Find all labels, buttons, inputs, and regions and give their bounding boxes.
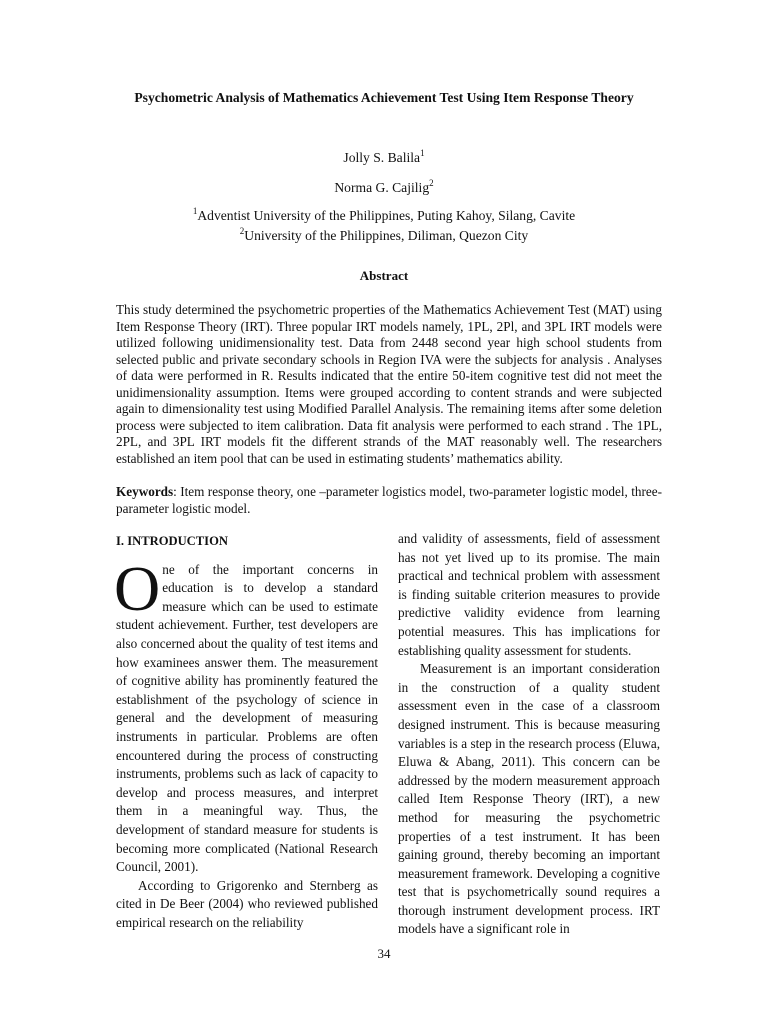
keywords-label: Keywords bbox=[116, 484, 174, 499]
left-column bbox=[116, 532, 378, 932]
affiliation-2-text: University of the Philippines, Diliman, Quezon City bbox=[244, 228, 529, 243]
affiliation-1-text: Adventist University of the Philippines, Puting Kahoy, Silang, Cavite bbox=[197, 208, 576, 223]
right-paragraph-1: and validity of assessments, field of assessment has not yet lived up to its promise. The main practical and technical problem with assessment is finding suitable criterion measures to provide predictive validity evidence from learning potential measures. This has implications for establishing quality assessment for students. bbox=[398, 531, 660, 658]
drop-cap: O bbox=[114, 552, 161, 624]
right-column bbox=[398, 530, 660, 939]
intro-paragraph-2: According to Grigorenko and Sternberg as cited in De Beer (2004) who reviewed published empirical research on the reliability bbox=[116, 877, 378, 930]
author-1-name: Jolly S. Balila bbox=[343, 150, 421, 165]
affiliation-2 bbox=[0, 228, 768, 244]
intro-paragraph-1 bbox=[114, 552, 378, 877]
author-2-name: Norma G. Cajilig bbox=[334, 180, 430, 195]
author-2-sup: 2 bbox=[429, 178, 434, 188]
author-1-sup: 1 bbox=[420, 148, 425, 158]
affiliation-1 bbox=[0, 208, 768, 224]
keywords-text: : Item response theory, one –parameter logistics model, two-parameter logistic model, three-parameter logistic model. bbox=[116, 484, 662, 516]
affiliation-1-sup: 1 bbox=[192, 206, 198, 216]
author-1 bbox=[0, 150, 768, 166]
abstract-heading: Abstract bbox=[359, 268, 409, 283]
affiliation-2-sup: 2 bbox=[239, 226, 245, 236]
author-2 bbox=[0, 180, 768, 196]
paper-title: Psychometric Analysis of Mathematics Achievement Test Using Item Response Theory bbox=[134, 90, 634, 105]
keywords bbox=[116, 484, 662, 517]
abstract-text: This study determined the psychometric properties of the Mathematics Achievement Test (MAT) using Item Response Theory (IRT). Three popular IRT models namely, 1PL, 2Pl, and 3PL IRT models were utilized following unidimensionality test. Data from 2448 second year high school students from selected public and private secondary schools in Region IVA were the subjects for analysis . Analyses of data were performed in R. Results indicated that the entire 50-item cognitive test did not meet the unidimensionality assumption. Items were grouped according to content strands and were subjected again to dimensionality test using Modified Parallel Analysis. The remaining items after some deletion process were subjected to item calibration. Data fit analysis were performed to each strand . The 1PL, 2PL, and 3PL IRT models fit the different strands of the MAT reasonably well. The researchers established an item pool that can be used in estimating students’ mathematics ability. bbox=[116, 302, 662, 466]
page-number: 34 bbox=[377, 946, 391, 961]
section-heading: I. INTRODUCTION bbox=[116, 534, 228, 548]
intro-paragraph-1-text: ne of the important concerns in education is to develop a standard measure which can be used to estimate student achievement. Further, test developers are also concerned about the quality of test items and how examinees answer them. The measurement of cognitive ability has prominently featured the establishment of the psychology of science in general and the development of measuring instruments in particular. Problems are often encountered during the process of constructing instruments, problems such as lack of capacity to develop and process measures, and interpret them in a meaningful way. Thus, the development of standard measure for students is becoming more complicated (National Research Council, 2001). bbox=[116, 561, 378, 875]
right-paragraph-2: Measurement is an important consideration in the construction of a quality student assessment even in the case of a classroom designed instrument. This is because measuring variables is a step in the research process (Eluwa, Eluwa & Abang, 2011). This concern can be addressed by the modern measurement approach called Item Response Theory (IRT), a new method for measuring the psychometric properties of a test instrument. It has been gaining ground, thereby becoming an important measurement framework. Developing a cognitive test that is psychometrically sound requires a thorough instrument development process. IRT models have a significant role in bbox=[398, 661, 660, 937]
